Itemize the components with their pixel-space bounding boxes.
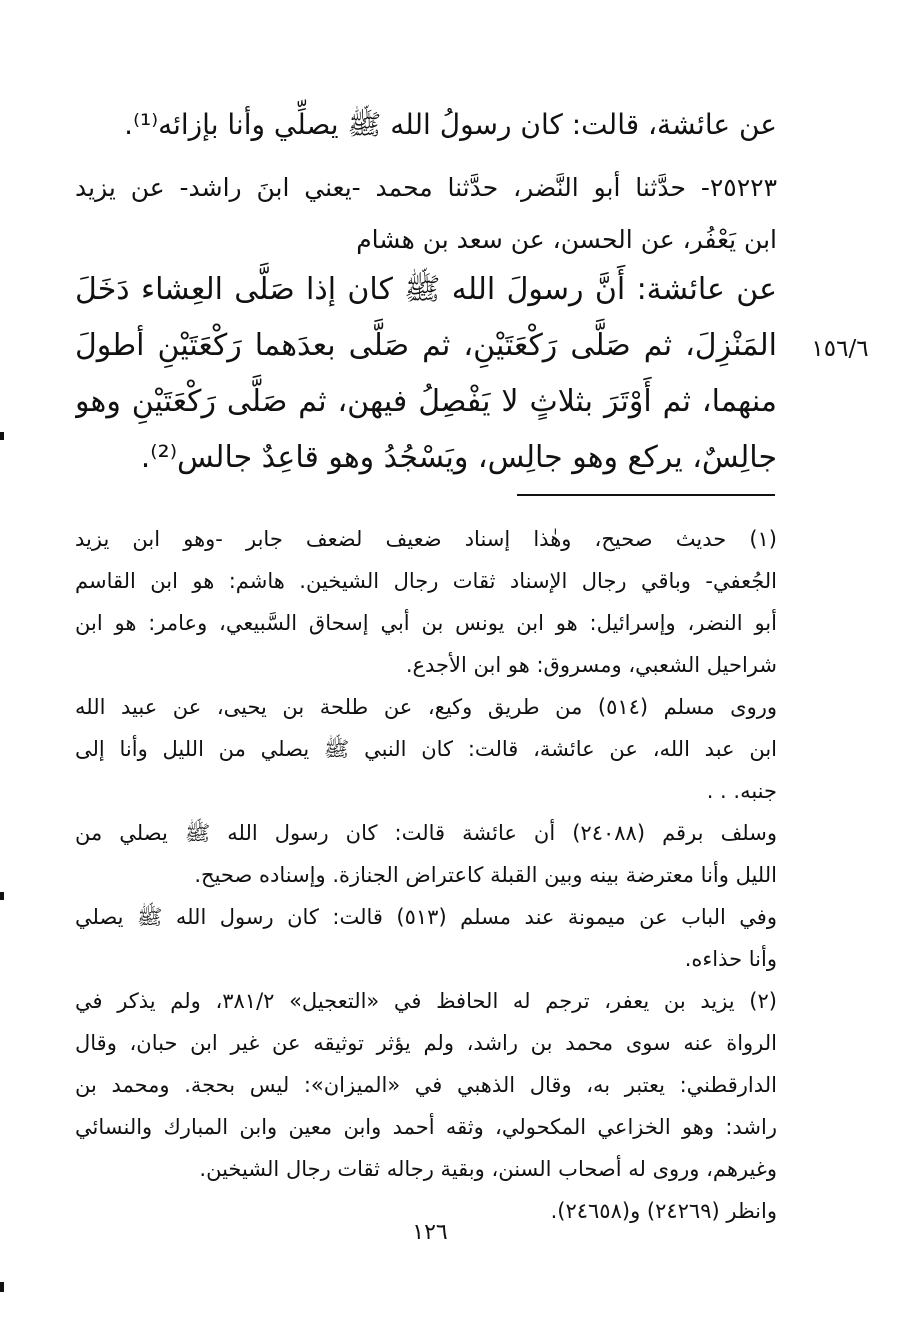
footnote-separator	[517, 494, 775, 496]
text-line: المَنْزِلَ، ثم صَلَّى رَكْعَتَيْنِ، ثم صَلَّى بعدَهما رَكْعَتَيْنِ أطولَ	[75, 328, 777, 363]
footnote-line: راشد: وهو الخزاعي المكحولي، وثقه أحمد وابن معين وابن المبارك والنسائي	[75, 1115, 777, 1139]
footnote-line: شراحيل الشعبي، ومسروق: هو ابن الأجدع.	[405, 653, 777, 677]
footnote-line: الليل وأنا معترضة بينه وبين القبلة كاعتراض الجنازة. وإسناده صحيح.	[194, 863, 777, 887]
text-line: جالِسٌ، يركع وهو جالِس، ويَسْجُدُ وهو قاعِدٌ جالس⁽²⁾.	[140, 440, 777, 475]
text-line: ٢٥٢٢٣- حدَّثنا أبو النَّضر، حدَّثنا محمد -يعني ابنَ راشد- عن يزيد	[75, 173, 777, 202]
footnote-line: وانظر (٢٤٢٦٩) و(٢٤٦٥٨).	[550, 1199, 777, 1223]
page-number: ١٢٦	[412, 1220, 448, 1245]
footnote-line: وأنا حذاءه.	[684, 947, 777, 971]
footnote-line: ابن عبد الله، عن عائشة، قالت: كان النبي ﷺ يصلي من الليل وأنا إلى	[75, 737, 777, 761]
text-line: عن عائشة: أَنَّ رسولَ الله ﷺ كان إذا صَلَّى العِشاء دَخَلَ	[75, 272, 777, 307]
footnotes	[75, 518, 777, 1232]
margin-reference: ١٥٦/٦	[811, 336, 869, 362]
footnote-line: الجُعفي- وباقي رجال الإسناد ثقات رجال الشيخين. هاشم: هو ابن القاسم	[75, 569, 777, 593]
scan-edge-mark	[0, 432, 4, 440]
footnote-line: وفي الباب عن ميمونة عند مسلم (٥١٣) قالت: كان رسول الله ﷺ يصلي	[75, 905, 777, 929]
footnote-line: الدارقطني: يعتبر به، وقال الذهبي في «الميزان»: ليس بحجة. ومحمد بن	[75, 1073, 777, 1097]
footnote-line: جنبه. . .	[706, 779, 777, 803]
text-line: ابن يَعْفُر، عن الحسن، عن سعد بن هشام	[356, 225, 777, 254]
hadith-isnad	[75, 162, 777, 266]
hadith-matn	[75, 262, 777, 486]
footnote-line: أبو النضر، وإسرائيل: هو ابن يونس بن أبي إسحاق السَّبيعي، وعامر: هو ابن	[75, 611, 777, 635]
text-line: عن عائشة، قالت: كان رسولُ الله ﷺ يصلِّي وأنا بإزائه⁽¹⁾.	[124, 108, 777, 141]
footnote-line: (٢) يزيد بن يعفر، ترجم له الحافظ في «التعجيل» ٣٨١/٢، ولم يذكر في	[75, 989, 777, 1013]
footnote-line: وروى مسلم (٥١٤) من طريق وكيع، عن طلحة بن يحيى، عن عبيد الله	[75, 695, 777, 719]
footnote-line: (١) حديث صحيح، وهٰذا إسناد ضعيف لضعف جابر -وهو ابن يزيد	[75, 527, 777, 551]
footnote-line: وسلف برقم (٢٤٠٨٨) أن عائشة قالت: كان رسول الله ﷺ يصلي من	[75, 821, 777, 845]
text-line: منهما، ثم أَوْتَرَ بثلاثٍ لا يَفْصِلُ فيهن، ثم صَلَّى رَكْعَتَيْنِ وهو	[75, 384, 777, 419]
scan-edge-mark	[0, 1282, 4, 1292]
footnote-line: الرواة عنه سوى محمد بن راشد، ولم يؤثر توثيقه عن غير ابن حبان، وقال	[75, 1031, 777, 1055]
hadith-top-line	[75, 96, 777, 154]
footnote-line: وغيرهم، وروى له أصحاب السنن، وبقية رجاله ثقات رجال الشيخين.	[199, 1157, 777, 1181]
scan-edge-mark	[0, 892, 4, 900]
